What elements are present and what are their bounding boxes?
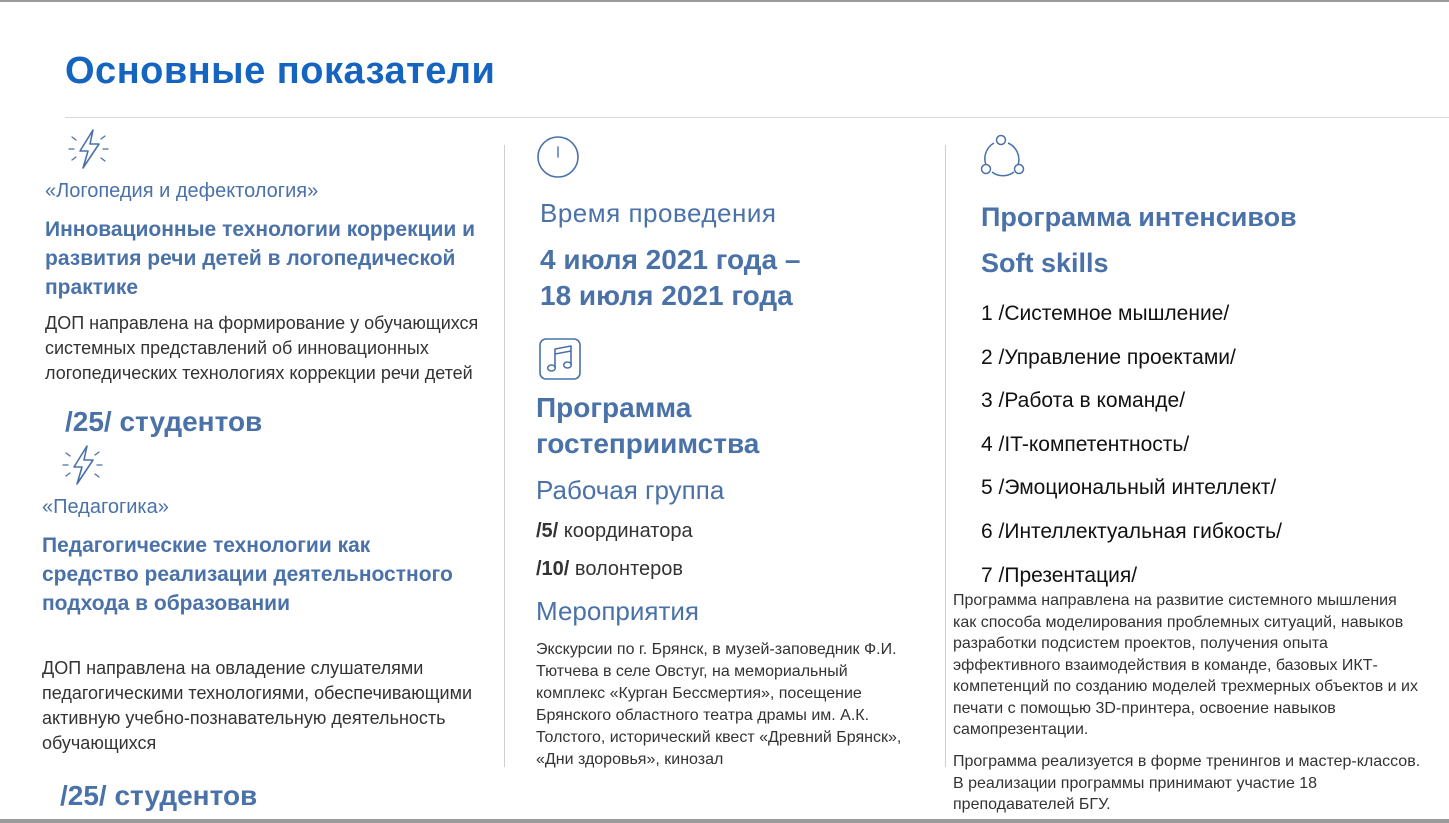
column-divider-right <box>945 145 946 767</box>
skill-item: 5 /Эмоциональный интеллект/ <box>981 476 1277 500</box>
events-heading: Мероприятия <box>536 596 699 626</box>
column-divider-left <box>504 145 505 767</box>
course-2-description: ДОП направлена на овладение слушателями педагогическими технологиями, обеспечивающими активную учебно-познавательную деятельность обучающихся <box>42 658 473 753</box>
volunteers-label: волонтеров <box>569 558 683 580</box>
top-border <box>0 0 1449 2</box>
time-heading: Время проведения <box>540 198 777 228</box>
intensives-title-line2: Soft skills <box>981 248 1109 278</box>
skill-item: 2 /Управление проектами/ <box>981 345 1236 369</box>
skill-item: 3 /Работа в команде/ <box>981 389 1186 413</box>
volunteers-stat <box>536 558 683 581</box>
coordinators-number: /5/ <box>536 520 559 542</box>
bottom-border <box>0 819 1449 823</box>
course-1-students: /25/ студентов <box>65 406 263 437</box>
title-divider <box>65 117 1449 118</box>
skill-item: 6 /Интеллектуальная гибкость/ <box>981 519 1282 543</box>
skill-item: 7 /Презентация/ <box>981 563 1138 587</box>
skills-list <box>981 302 1282 607</box>
share-network-icon <box>978 132 1030 180</box>
course-2-students: /25/ студентов <box>60 780 258 811</box>
course-1-name: «Логопедия и дефектология» <box>45 180 319 202</box>
work-group-heading: Рабочая группа <box>536 475 725 505</box>
intensives-description: Программа направлена на развитие системного мышления как способа моделирования проблемных ситуаций, навыков разработки подсистем проектов, получения опыта эффективного взаимодействия в команде, базовых ИКТ-компетенций по созданию моделей трехмерных объектов и их печати с помощью 3D-принтера, освоение навыков самопрезентации. <box>953 592 1418 738</box>
coordinators-stat <box>536 520 693 543</box>
course-1-description: ДОП направлена на формирование у обучающихся системных представлений об инновационных логопедических технологиях коррекции речи детей <box>45 313 479 383</box>
dates-start: 4 июля 2021 года – <box>540 244 801 275</box>
intensives-format: Программа реализуется в форме тренингов и мастер-классов. В реализации программы принимают участие 18 преподавателей БГУ. <box>953 753 1421 813</box>
clock-icon <box>536 135 582 181</box>
course-2-name: «Педагогика» <box>42 496 169 518</box>
music-note-icon <box>538 337 584 383</box>
hospitality-title-line1: Программа <box>536 392 692 423</box>
page-title: Основные показатели <box>65 50 496 92</box>
skill-item: 4 /IT-компетентность/ <box>981 432 1190 456</box>
volunteers-number: /10/ <box>536 558 570 580</box>
coordinators-label: координатора <box>558 520 693 542</box>
lightning-icon <box>66 127 112 171</box>
course-1-title: Инновационные технологии коррекции и развития речи детей в логопедической практике <box>45 218 476 299</box>
lightning-icon <box>60 443 106 487</box>
intensives-title-line1: Программа интенсивов <box>981 202 1297 232</box>
hospitality-title-line2: гостеприимства <box>536 428 760 459</box>
skill-item: 1 /Системное мышление/ <box>981 302 1230 325</box>
course-2-title: Педагогические технологии как средство реализации деятельностного подхода в образовании <box>42 534 453 615</box>
dates-end: 18 июля 2021 года <box>540 280 793 311</box>
events-description: Экскурсии по г. Брянск, в музей-заповедник Ф.И. Тютчева в селе Овстуг, на мемориальный комплекс «Курган Бессмертия», посещение Брянского областного театра драмы им. А.К. Толстого, исторический квест «Древний Брянск», «Дни здоровья», кинозал <box>536 641 902 768</box>
